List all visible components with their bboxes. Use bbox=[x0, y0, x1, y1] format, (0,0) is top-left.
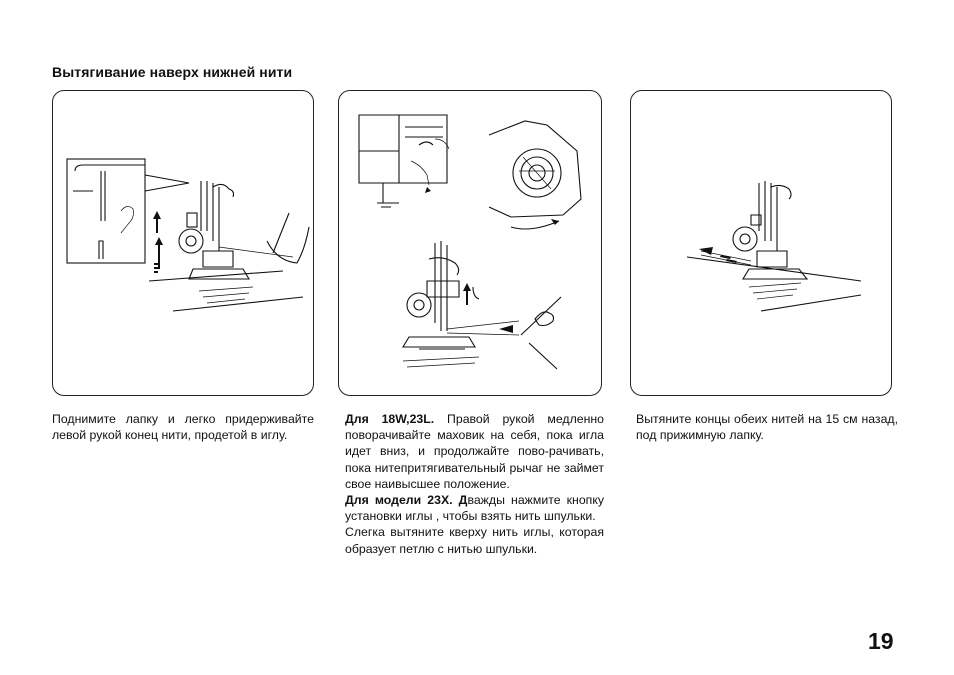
instruction-column-1 bbox=[52, 411, 314, 443]
paragraph-text: Вытяните концы обеих нитей на 15 см назад, под прижимную лапку. bbox=[636, 412, 898, 443]
instruction-paragraph bbox=[345, 492, 604, 524]
illustration-panel-3 bbox=[630, 90, 892, 396]
instruction-column-2 bbox=[345, 411, 604, 557]
illustration-panel-2 bbox=[338, 90, 602, 396]
instruction-paragraph bbox=[345, 524, 604, 556]
paragraph-bold-lead: Для модели 23X. Д bbox=[345, 493, 468, 508]
pull-threads-back-illustration bbox=[631, 91, 893, 397]
instruction-paragraph bbox=[636, 411, 898, 443]
page-number: 19 bbox=[868, 628, 894, 654]
paragraph-text: Слегка вытяните кверху нить иглы, которая образует петлю с нитью шпульки. bbox=[345, 525, 604, 556]
instruction-paragraph bbox=[52, 411, 314, 443]
paragraph-text: Правой рукой медленно поворачивайте маховик на себя, пока игла идет вниз, и продолжайте пово-рачивать, пока нитепритягивательный рычаг не займет свое наивысшее положение. bbox=[345, 412, 604, 491]
illustration-panel-1 bbox=[52, 90, 314, 396]
instruction-paragraph bbox=[345, 411, 604, 492]
instruction-column-3 bbox=[636, 411, 898, 443]
paragraph-text: Поднимите лапку и легко придерживайте левой рукой конец нити, продетой в иглу. bbox=[52, 412, 314, 443]
presser-foot-raise-illustration bbox=[53, 91, 315, 397]
paragraph-bold-lead: Для 18W,23L. bbox=[345, 412, 435, 426]
paragraph-text: важды нажмите кнопку установки иглы , чтобы взять нить шпульки. bbox=[345, 493, 604, 524]
handwheel-and-thread-loop-illustration bbox=[339, 91, 603, 397]
page-title: Вытягивание наверх нижней нити bbox=[52, 64, 293, 80]
